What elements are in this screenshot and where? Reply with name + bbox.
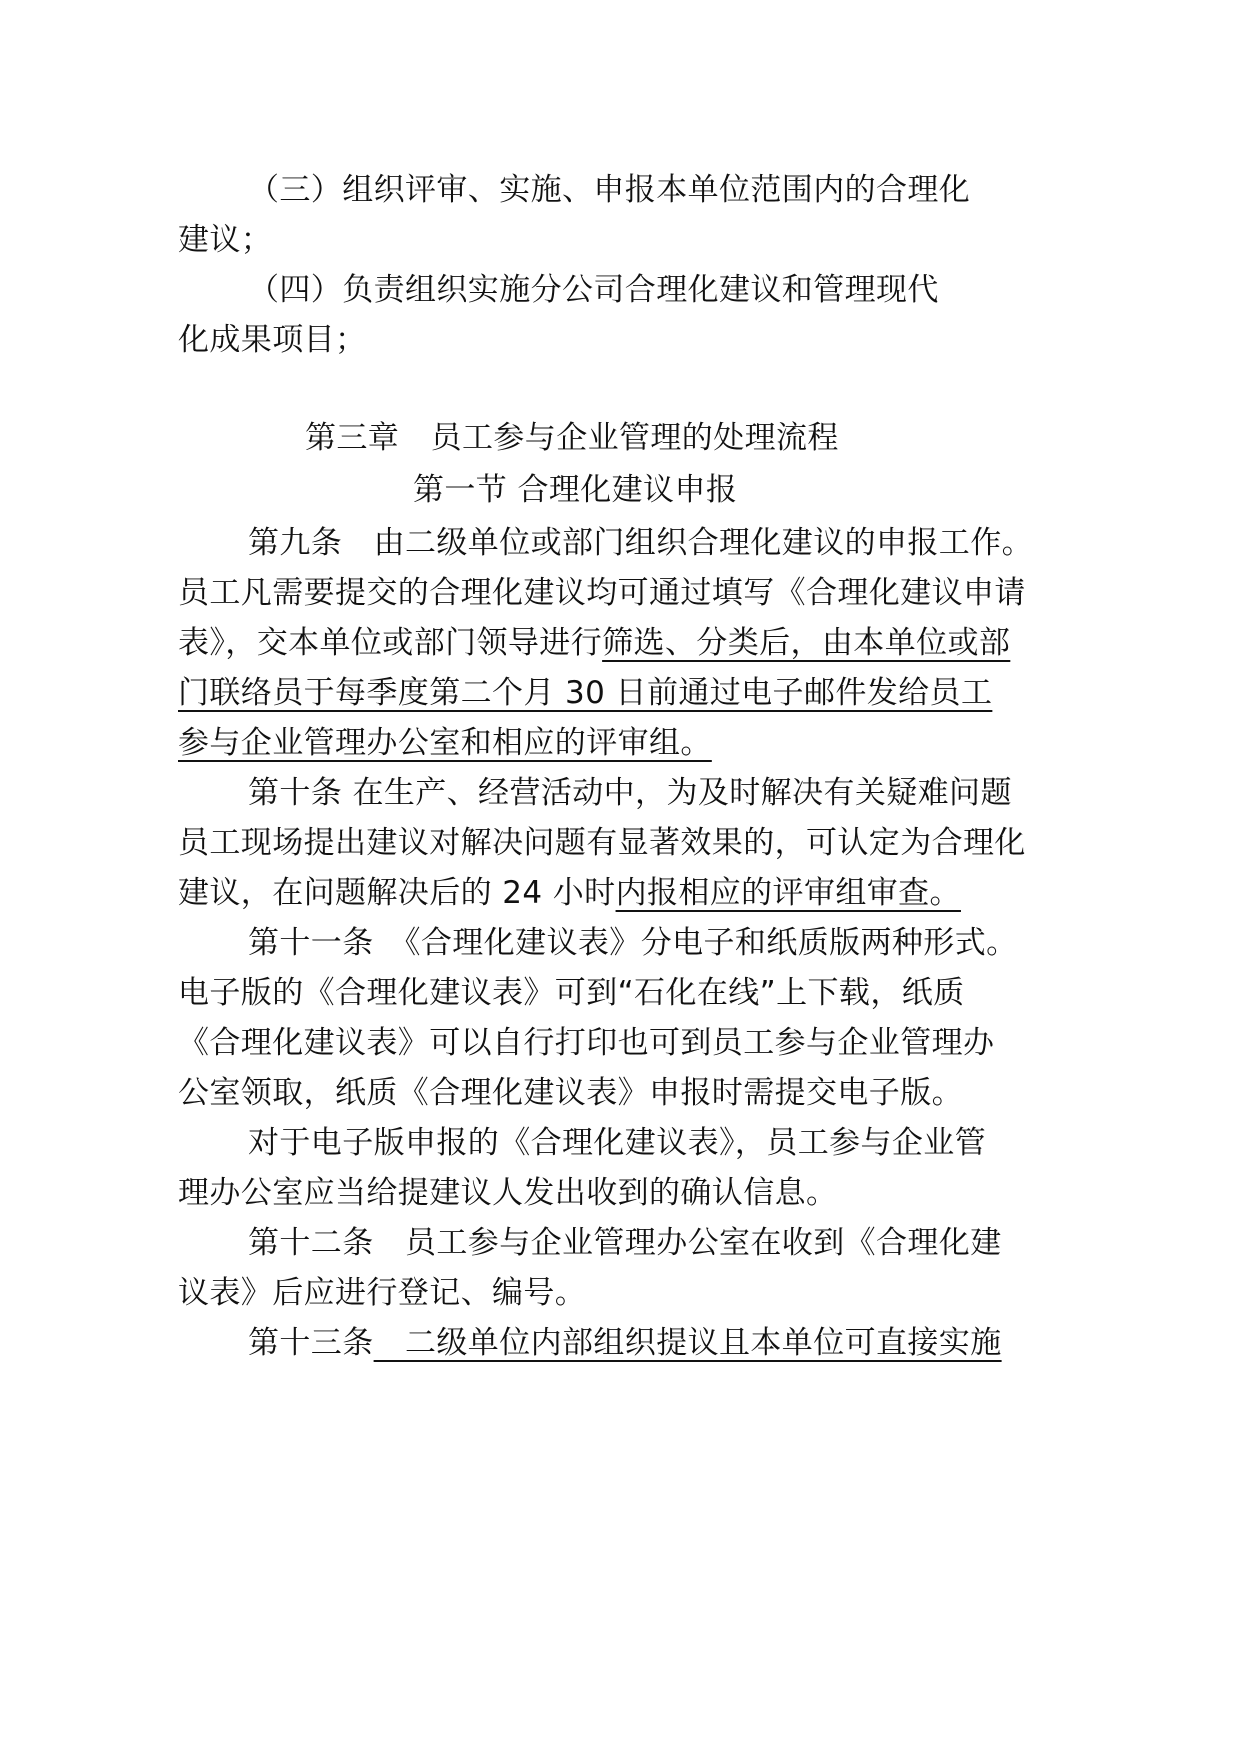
article-9-line-1: 第九条 由二级单位或部门组织合理化建议的申报工作。	[248, 525, 1033, 561]
chapter-title: 第三章 员工参与企业管理的处理流程	[305, 420, 839, 456]
item-3-line-2: 建议；	[178, 222, 273, 258]
article-11-line-2: 电子版的《合理化建议表》可到“石化在线”上下载，纸质	[178, 975, 965, 1011]
item-4-line-2: 化成果项目；	[178, 322, 367, 358]
article-10-line-3-text: 建议，在问题解决后的 24 小时	[178, 875, 616, 911]
electronic-line-2: 理办公室应当给提建议人发出收到的确认信息。	[178, 1175, 838, 1211]
article-11-line-1: 第十一条 《合理化建议表》分电子和纸质版两种形式。	[248, 925, 1018, 961]
article-9-line-4	[178, 673, 992, 713]
article-9-line-3-text: 表》，交本单位或部门领导进行	[178, 625, 603, 661]
item-3-line-1: （三）组织评审、实施、申报本单位范围内的合理化	[248, 172, 971, 208]
article-10-underlined-text: 内报相应的评审组审查。	[615, 875, 961, 911]
section-title: 第一节 合理化建议申报	[413, 472, 738, 508]
article-13-label: 第十三条	[248, 1325, 374, 1361]
article-9-line-3	[178, 623, 1010, 663]
article-13-underlined-text: 二级单位内部组织提议且本单位可直接实施	[373, 1325, 1002, 1361]
item-4-line-1: （四）负责组织实施分公司合理化建议和管理现代	[248, 272, 939, 308]
article-9-underlined-text: 筛选、分类后，由本单位或部	[602, 625, 1011, 661]
article-11-line-3: 《合理化建议表》可以自行打印也可到员工参与企业管理办	[178, 1025, 995, 1061]
article-9-underlined-text: 门联络员于每季度第二个月 30 日前通过电子邮件发给员工	[178, 675, 993, 711]
article-10-line-2: 员工现场提出建议对解决问题有显著效果的，可认定为合理化	[178, 825, 1026, 861]
article-10-line-3	[178, 873, 961, 913]
electronic-line-1: 对于电子版申报的《合理化建议表》，员工参与企业管	[248, 1125, 987, 1161]
article-9-underlined-text: 参与企业管理办公室和相应的评审组。	[178, 725, 712, 761]
article-9-line-5	[178, 723, 712, 763]
article-12-line-2: 议表》后应进行登记、编号。	[178, 1275, 587, 1311]
article-11-line-4: 公室领取，纸质《合理化建议表》申报时需提交电子版。	[178, 1075, 963, 1111]
article-9-line-2: 员工凡需要提交的合理化建议均可通过填写《合理化建议申请	[178, 575, 1026, 611]
article-12-line-1: 第十二条 员工参与企业管理办公室在收到《合理化建	[248, 1225, 1002, 1261]
article-13-line-1	[248, 1323, 1002, 1363]
article-10-line-1: 第十条 在生产、经营活动中，为及时解决有关疑难问题	[248, 775, 1012, 811]
